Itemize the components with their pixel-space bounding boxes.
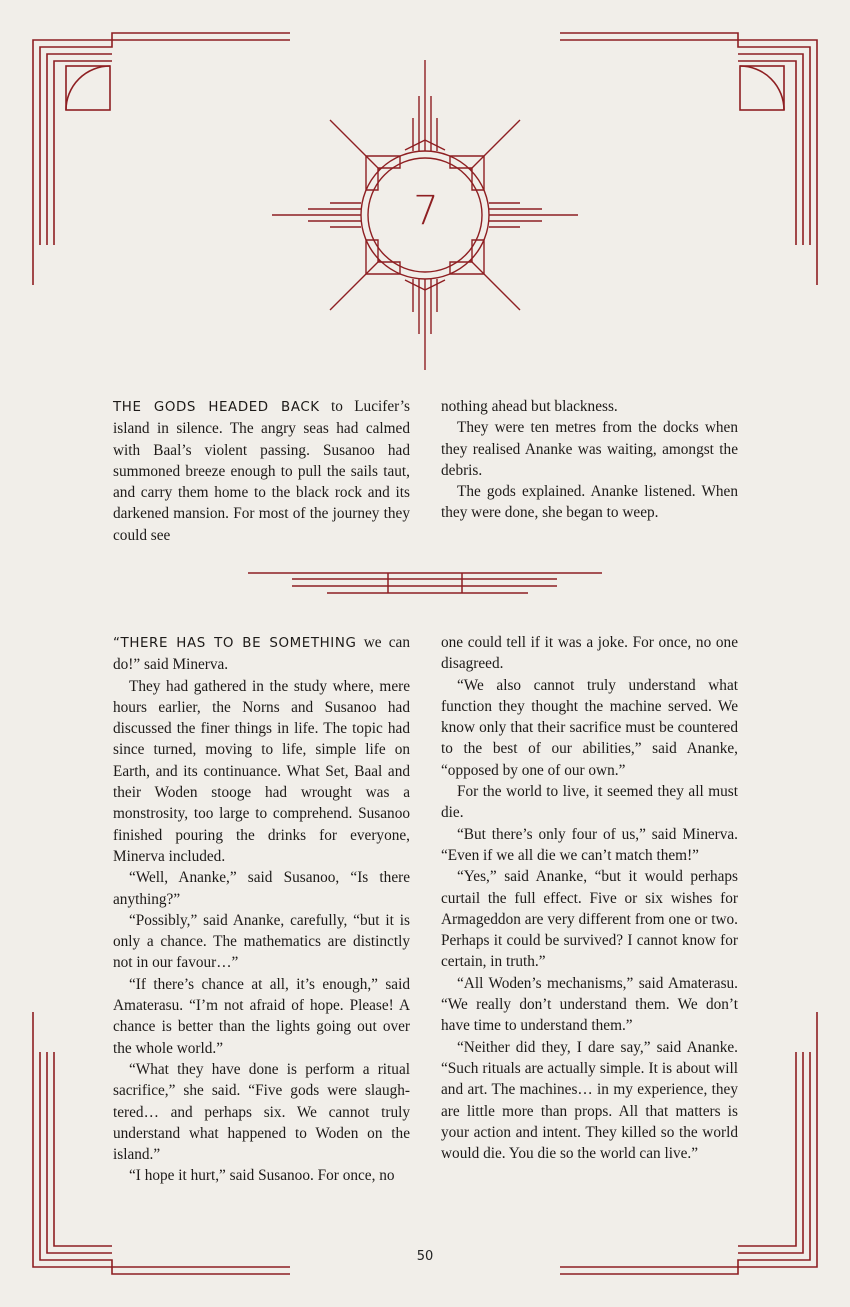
paragraph: They had gathered in the study where, mere hours earlier, the Norns and Susanoo had discussed the finer things in life. The topic had since turned, moving to life, simple life on Earth, and its continuance. What Set, Baal and their Woden stooge had wrought was a monstrosity, too large to comprehend. Susanoo finished pouring the drinks for everyone, Minerva included. [113, 677, 410, 865]
paragraph: one could tell if it was a joke. For once, no one disagreed. [441, 634, 738, 673]
paragraph: “If there’s chance at all, it’s enough,” said Amaterasu. “I’m not afraid of hope. Please! A chance is better than the lights going out over the whole world.” [113, 975, 410, 1057]
paragraph: “Well, Ananke,” said Susanoo, “Is there anything?” [113, 869, 410, 908]
paragraph: “Possibly,” said Ananke, carefully, “but it is only a chance. The mathematics are distinctly not in our favour…” [113, 911, 410, 972]
paragraph: The gods explained. Ananke listened. When they were done, she began to weep. [441, 483, 738, 522]
section2-column-right [441, 632, 738, 1164]
paragraph: “We also cannot truly understand what function they thought the machine served. We know only that their sacrifice must be countered to the best of our abilities,” said Ananke, “opposed by one of our own.” [441, 676, 738, 779]
section1-column-right [441, 396, 738, 524]
paragraph [113, 396, 410, 546]
section-divider [248, 573, 602, 593]
section1-column-left [113, 396, 410, 546]
corner-ornament-top-right [560, 33, 817, 285]
paragraph: “Neither did they, I dare say,” said Ananke. “Such rituals are actually simple. It is about will and art. The machines… in my experience, they are little more than props. All that matters is your action and intent. They killed so the world would die. You die so the world can live.” [441, 1038, 738, 1163]
paragraph: “All Woden’s mechanisms,” said Amaterasu. “We really don’t understand them. We don’t have time to understand them.” [441, 974, 738, 1035]
paragraph: “Yes,” said Ananke, “but it would perhaps curtail the full effect. Five or six wishes for Armageddon are very different from one or two. Perhaps it could be survived? I cannot know for certain, in truth.” [441, 868, 738, 971]
paragraph: “But there’s only four of us,” said Minerva. “Even if we all die we can’t match them!” [441, 825, 738, 864]
paragraph-text: we can do!” said Minerva. [113, 634, 410, 674]
paragraph: For the world to live, it seemed they all must die. [441, 783, 738, 822]
corner-ornament-top-left [33, 33, 290, 285]
paragraph: nothing ahead but blackness. [441, 398, 618, 415]
paragraph: They were ten metres from the docks when they realised Ananke was waiting, amongst the debris. [441, 419, 738, 479]
paragraph-lead-smallcaps: “THERE HAS TO BE SOMETHING [113, 636, 357, 651]
paragraph-lead-smallcaps: THE GODS HEADED BACK [113, 400, 320, 415]
paragraph: “What they have done is perform a ritual sacrifice,” she said. “Five gods were slaugh-tered… and perhaps six. We cannot truly understand what happened to Woden on the island.” [113, 1060, 410, 1164]
page-number: 50 [416, 1249, 434, 1264]
paragraph: “I hope it hurt,” said Susanoo. For once, no [129, 1167, 395, 1185]
paragraph-text: to Lucifer’s island in silence. The angry seas had calmed with Baal’s violent passing. Susanoo had summoned breeze enough to pull the sails taut, and carry them home to the black rock and its darkened mansion. For most of the journey they could see [113, 398, 410, 544]
paragraph [113, 632, 410, 676]
section2-column-left [113, 632, 410, 1187]
chapter-number: 7 [413, 188, 439, 234]
